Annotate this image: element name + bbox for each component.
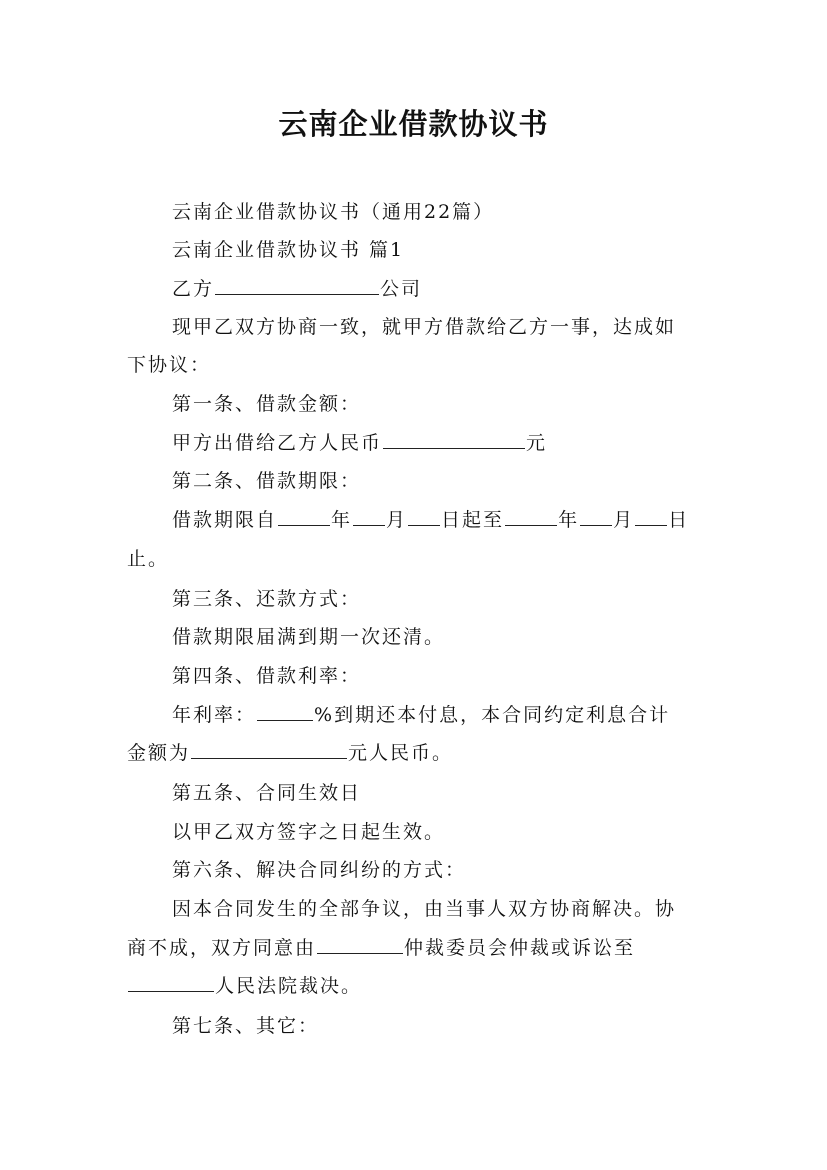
intro-line-2: 下协议：: [127, 354, 212, 376]
from-day-blank: [408, 507, 440, 526]
to-year-blank: [505, 507, 557, 526]
month-label: 月: [386, 509, 408, 531]
article-5-heading: 第五条、合同生效日: [172, 782, 362, 804]
interest-amount-blank: [191, 740, 347, 759]
interest-rate-blank: [257, 702, 313, 721]
article-4-line-2: [127, 740, 453, 766]
article-7-heading: 第七条、其它：: [172, 1015, 320, 1037]
court-blank: [128, 973, 214, 992]
interest-amount-suffix: 元人民币。: [348, 742, 454, 764]
to-day-blank: [635, 507, 667, 526]
intro-line-1: 现甲乙双方协商一致，就甲方借款给乙方一事，达成如: [172, 316, 677, 338]
article-1-heading: 第一条、借款金额：: [172, 393, 362, 415]
article-6-heading: 第六条、解决合同纠纷的方式：: [172, 859, 467, 881]
court-suffix: 人民法院裁决。: [215, 975, 363, 997]
article-3-heading: 第三条、还款方式：: [172, 588, 362, 610]
party-b-line: [172, 276, 422, 302]
term-from-label: 借款期限自: [172, 509, 278, 531]
article-4-heading: 第四条、借款利率：: [172, 665, 362, 687]
interest-rate-text: %到期还本付息，本合同约定利息合计: [314, 704, 671, 726]
from-year-blank: [278, 507, 330, 526]
article-5-text: 以甲乙双方签字之日起生效。: [172, 821, 446, 843]
month-label-2: 月: [613, 509, 635, 531]
from-month-blank: [353, 507, 385, 526]
year-label-2: 年: [558, 509, 580, 531]
article-2-line-2: 止。: [127, 548, 170, 570]
article-2-heading: 第二条、借款期限：: [172, 470, 362, 492]
article-6-line-2: [127, 935, 635, 961]
day-end-label: 日: [668, 509, 690, 531]
loan-amount-blank: [383, 430, 525, 449]
arbitration-suffix: 仲裁委员会仲裁或诉讼至: [404, 937, 636, 959]
article-1-prefix: 甲方出借给乙方人民币: [172, 432, 383, 454]
article-6-line-1: 因本合同发生的全部争议，由当事人双方协商解决。协: [172, 898, 677, 920]
article-3-text: 借款期限届满到期一次还清。: [172, 626, 446, 648]
arbitration-prefix: 商不成，双方同意由: [127, 937, 317, 959]
article-4-text: [172, 702, 670, 728]
article-1-suffix: 元: [526, 432, 548, 454]
article-1-text: [172, 430, 547, 456]
party-b-blank: [215, 276, 379, 295]
article-2-text: [172, 507, 689, 533]
arbitration-committee-blank: [317, 935, 403, 954]
interest-amount-label: 金额为: [127, 742, 191, 764]
interest-rate-label: 年利率：: [172, 704, 257, 726]
year-label: 年: [331, 509, 353, 531]
document-subtitle: 云南企业借款协议书（通用22篇）: [172, 201, 495, 223]
party-b-suffix: 公司: [380, 278, 423, 300]
article-6-line-3: [127, 973, 362, 999]
party-b-prefix: 乙方: [172, 278, 215, 300]
day-from-label: 日起至: [441, 509, 505, 531]
document-title: 云南企业借款协议书: [278, 107, 549, 141]
to-month-blank: [580, 507, 612, 526]
section-heading: 云南企业借款协议书 篇1: [172, 239, 405, 261]
